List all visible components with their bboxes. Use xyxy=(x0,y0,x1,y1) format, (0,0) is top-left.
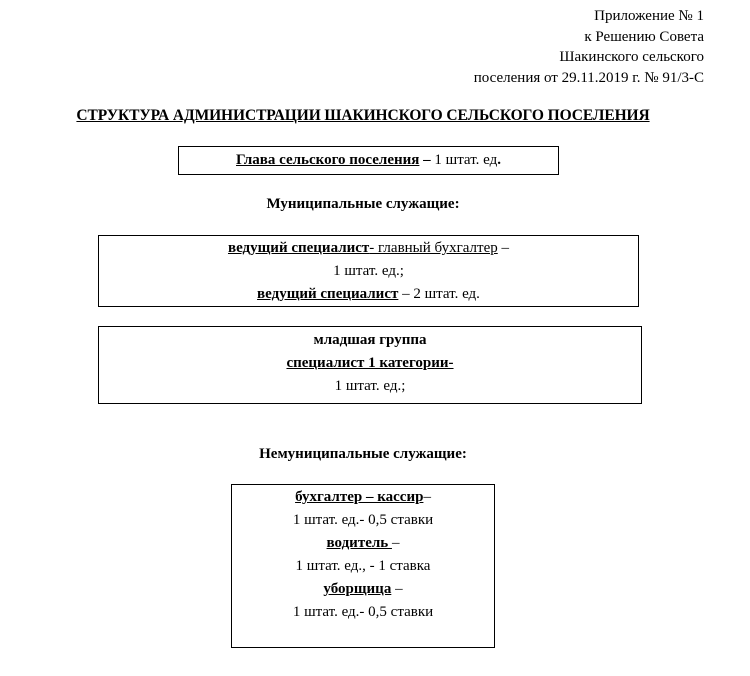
accountant-role: бухгалтер – кассир xyxy=(295,489,424,505)
municipal-box-junior xyxy=(98,326,642,404)
head-of-settlement-box xyxy=(178,146,559,175)
senior-count-1: 1 штат. ед.; xyxy=(333,263,404,279)
appendix-line-4: поселения от 29.11.2019 г. № 91/3-С xyxy=(473,69,704,86)
head-dot: . xyxy=(497,152,501,168)
cleaner-suffix: – xyxy=(391,581,403,597)
driver-suffix: – xyxy=(391,535,400,551)
appendix-block xyxy=(474,6,704,88)
senior-role-1: ведущий специалист xyxy=(227,240,370,256)
junior-group: младшая группа xyxy=(313,332,427,348)
nonmunicipal-heading: Немуниципальные служащие: xyxy=(259,446,467,462)
nonmunicipal-box xyxy=(231,484,495,648)
senior-role-1-suffix: - главный бухгалтер xyxy=(369,240,498,256)
cleaner-role: уборщица xyxy=(323,581,392,597)
senior-role-1-dash: – xyxy=(497,240,509,256)
head-role: Глава сельского поселения xyxy=(236,152,420,168)
driver-role: водитель xyxy=(326,535,392,551)
senior-count-2: – 2 штат. ед. xyxy=(398,286,480,302)
head-dash: – xyxy=(419,152,435,168)
junior-count: 1 штат. ед.; xyxy=(334,378,406,394)
driver-count: 1 штат. ед., - 1 ставка xyxy=(295,558,431,574)
municipal-box-senior xyxy=(98,235,639,307)
head-count: 1 штат. ед xyxy=(434,152,498,168)
appendix-line-1: Приложение № 1 xyxy=(594,8,704,24)
municipal-heading: Муниципальные служащие: xyxy=(266,196,460,212)
senior-role-2: ведущий специалист xyxy=(257,286,399,302)
cleaner-count: 1 штат. ед.- 0,5 ставки xyxy=(292,604,434,620)
appendix-line-2: к Решению Совета xyxy=(584,28,704,45)
junior-role: специалист 1 категории- xyxy=(286,355,454,371)
appendix-line-3: Шакинского сельского xyxy=(559,49,704,65)
accountant-suffix: – xyxy=(423,489,431,505)
document-title: СТРУКТУРА АДМИНИСТРАЦИИ ШАКИНСКОГО СЕЛЬСКОГО ПОСЕЛЕНИЯ xyxy=(76,107,650,124)
accountant-count: 1 штат. ед.- 0,5 ставки xyxy=(292,512,434,528)
